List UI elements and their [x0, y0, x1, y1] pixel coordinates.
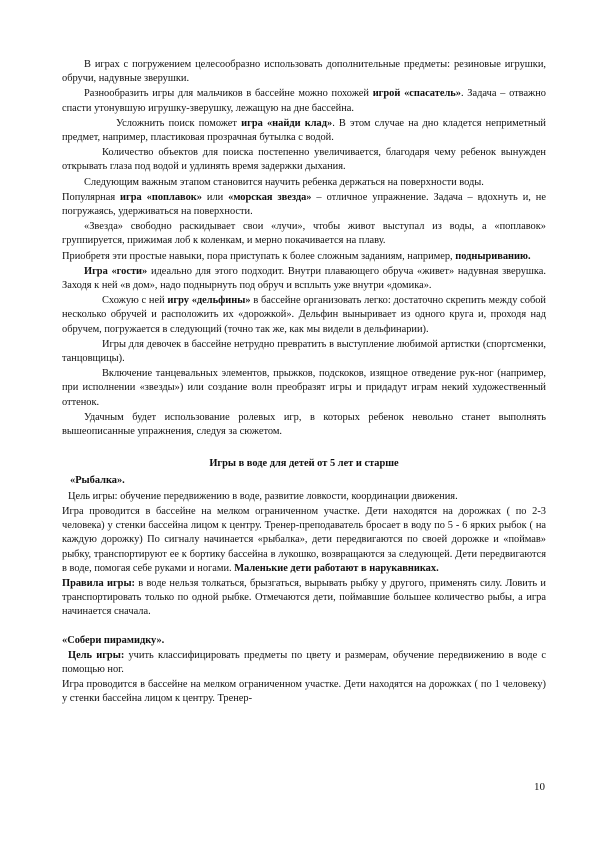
paragraph: [62, 176, 546, 190]
paragraph: [62, 577, 546, 620]
paragraph: [62, 87, 546, 115]
game-title: «Собери пирамидку».: [62, 634, 165, 646]
goal-label: Цель игры:: [68, 649, 125, 661]
paragraph-text: Приобретя эти простые навыки, пора приступать к более сложным заданиям, например,: [62, 250, 456, 262]
game-goal: Цель игры: обучение передвижению в воде, развитие ловкости, координации движения.: [68, 490, 458, 502]
paragraph-text: Усложнить поиск поможет: [116, 117, 242, 129]
emphasis-text: подныриванию.: [455, 250, 531, 262]
paragraph: [62, 250, 546, 264]
paragraph-text: . Задача – отважно спасти утонувшую игрушку-зверушку, лежащую на дне бассейна.: [62, 88, 546, 114]
paragraph-text: Количество объектов для поиска постепенно увеличивается, благодаря чему ребенок вынужден открывать глаза под водой и удлинять время задержки дыхания.: [62, 147, 546, 173]
game-name: Игра «гости»: [84, 265, 148, 277]
page-number: 10: [534, 781, 545, 793]
paragraph: [62, 191, 546, 219]
game-name: «морская звезда»: [228, 191, 312, 203]
paragraph-text: идеально для этого подходит. Внутри плавающего обруча «живет» надувная зверушка. Заходя к ней «в дом», надо поднырнуть под обруч и всплыть уже внутри «домика».: [62, 265, 546, 292]
section-heading: Игры в воде для детей от 5 лет и старше: [209, 458, 399, 470]
paragraph: [62, 678, 546, 706]
game-description: Игра проводится в бассейне на мелком ограниченном участке. Дети находятся на дорожках ( по 1 человеку) у стенки бассейна лицом к центру. Тренер-: [62, 679, 546, 705]
game-name: игру «дельфины»: [167, 295, 251, 307]
game-description: Игра проводится в бассейне на мелком ограниченном участке. Дети находятся на дорожках ( по 2-3 человека) у стенки бассейна лицом к центру. Тренер-преподаватель бросает в воду по 5 - 6 ярких рыбок ( на каждую дорожку) По сигналу начинается «рыбалка», дети передвигаются по своей дорожке и «поймав» рыбку, транспортируют ее к бортику бассейна в лукошко, возвращаются за следующей. Дети передвигаются в воде, помогая себе руками и ногами.: [62, 505, 546, 574]
paragraph: [62, 649, 546, 677]
paragraph-text: В играх с погружением целесообразно использовать дополнительные предметы: резиновые игрушки, обручи, надувные зверушки.: [62, 59, 546, 85]
paragraph-text: Схожую с ней: [102, 295, 168, 307]
paragraph-text: – отличное упражнение. Задача – вдохнуть и, не погружаясь, удерживаться на поверхности.: [62, 191, 546, 218]
emphasis-text: Маленькие дети работают в нарукавниках.: [234, 562, 439, 574]
paragraph-text: или: [201, 191, 229, 203]
paragraph-text: «Звезда» свободно раскидывает свои «лучи», чтобы живот выступал из воды, а «поплавок» группируется, прижимая лоб к коленкам, и мерно покачивается на плаву.: [62, 221, 546, 247]
game-name: игрой «спасатель»: [372, 88, 461, 100]
paragraph-text: . В этом случае на дно кладется неприметный предмет, например, пластиковая прозрачная бутылка с водой.: [62, 117, 546, 144]
paragraph-text: Следующим важным этапом становится научить ребенка держаться на поверхности воды.: [84, 176, 484, 188]
game-name: игра «найди клад»: [241, 117, 333, 129]
paragraph: [62, 294, 546, 337]
paragraph-text: Удачным будет использование ролевых игр, в которых ребенок невольно станет выполнять вышеописанные упражнения, следуя за сюжетом.: [62, 411, 546, 438]
paragraph: [62, 220, 546, 248]
game-goal: учить классифицировать предметы по цвету и размерам, обучение передвижению в воде с помощью ног.: [62, 649, 546, 675]
paragraph: [62, 411, 546, 439]
paragraph: [62, 367, 546, 410]
paragraph: [62, 265, 546, 293]
paragraph: [62, 58, 546, 86]
paragraph: [62, 338, 546, 366]
rules-label: Правила игры:: [62, 577, 136, 589]
paragraph: [62, 490, 546, 504]
paragraph-text: Включение танцевальных элементов, прыжков, подскоков, изящное отведение рук-ног (например, при исполнении «звезды») или создание волн преобразят игры и придадут играм некий художественный оттенок.: [62, 368, 546, 408]
paragraph: [62, 505, 546, 576]
game-title: «Рыбалка».: [70, 475, 125, 487]
paragraph-text: Популярная: [62, 191, 121, 203]
paragraph-text: Разнообразить игры для мальчиков в бассейне можно похожей: [84, 88, 373, 100]
game-name: игра «поплавок»: [120, 191, 202, 203]
paragraph: [62, 117, 546, 145]
paragraph-text: Игры для девочек в бассейне нетрудно превратить в выступление любимой артистки (спортсменки, танцовщицы).: [62, 338, 546, 365]
game-rules: в воде нельзя толкаться, брызгаться, вырывать рыбку у другого, применять силу. Ловить и транспортировать только по одной рыбке. Отмечаются дети, поймавшие большее количество рыбы, а игра начинается сначала.: [62, 577, 546, 618]
paragraph: [62, 146, 546, 174]
paragraph-text: в бассейне организовать легко: достаточно скрепить между собой несколько обручей и расположить их «дорожкой». Дельфин выныривает из одного круга и, проходя над обручем, погружается в следующий (точно так же, как мы видели в дельфинарии).: [62, 295, 546, 335]
document-page: [62, 58, 546, 708]
